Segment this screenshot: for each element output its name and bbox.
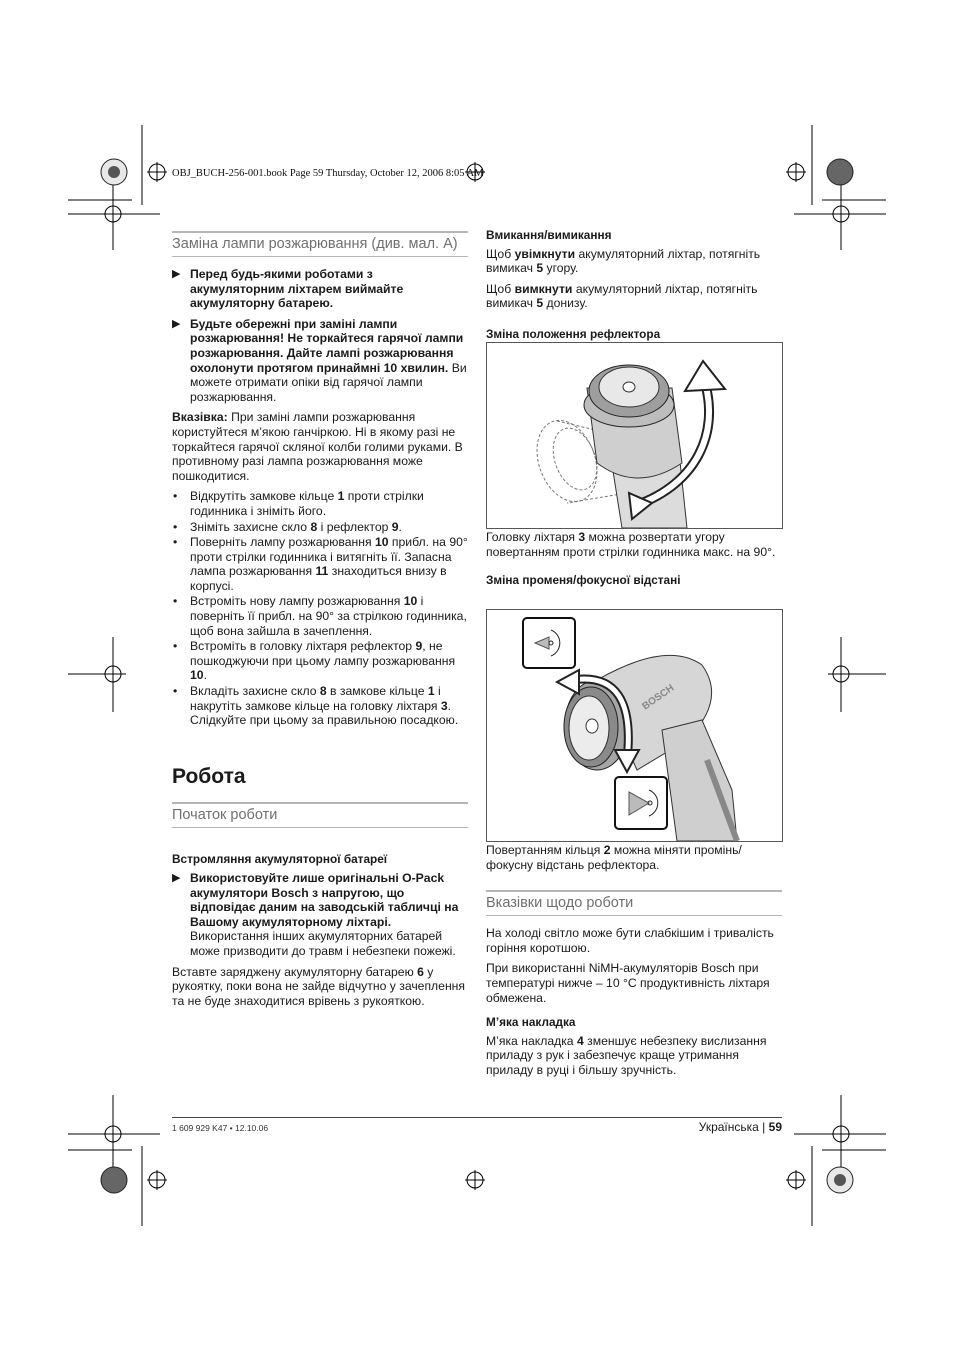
- list-item: [172, 520, 468, 535]
- text: донизу.: [543, 296, 588, 311]
- text: знаходиться внизу в корпусі.: [190, 564, 447, 593]
- arrow-right-icon: ▶: [172, 268, 181, 280]
- section-title-start: Початок роботи: [172, 802, 468, 828]
- print-header: OBJ_BUCH-256-001.book Page 59 Thursday, October 12, 2006 8:05 AM: [172, 168, 484, 179]
- note-label: Вказівка:: [172, 410, 228, 425]
- text: проти стрілки годинника і зніміть його.: [190, 489, 424, 518]
- subheading-battery: Встромляння акумуляторної батареї: [172, 852, 388, 867]
- text: прибл. на 90° проти стрілки годинника і витягніть її. Запасна лампа розжарювання: [190, 535, 468, 579]
- part-number: 3: [440, 698, 448, 713]
- text: акумуляторний ліхтар, потягніть вимикач: [486, 246, 761, 276]
- part-number: 1: [427, 684, 435, 699]
- figure-head-rotation: [486, 342, 783, 529]
- text: і поверніть її прибл. на 90° за стрілкою годинника, щоб вона зайшла в зачеплення.: [190, 594, 467, 638]
- note-text: При заміні лампи розжарювання користуйтеся м’якою ганчіркою. Ні в якому разі не торкайтеся гарячої скляної колби голими руками. В противному разі лампа розжарювання може пошкодитися.: [172, 410, 463, 483]
- left-column: [172, 231, 468, 1014]
- text: .: [203, 668, 207, 683]
- cold-paragraph: На холоді світло може бути слабкішим і тривалість горіння коротшою.: [486, 926, 774, 955]
- language-label: Українська: [698, 1120, 759, 1134]
- list-item: [172, 489, 468, 518]
- text-bold: увімкнути: [514, 246, 576, 261]
- part-number: 8: [319, 684, 327, 699]
- part-number: 9: [391, 519, 399, 534]
- part-number: 9: [415, 639, 423, 654]
- text: Вкладіть захисне скло: [190, 684, 320, 699]
- warning-item: [172, 267, 468, 311]
- text: і рефлектор: [317, 519, 392, 534]
- text: М’яка накладка: [486, 1033, 577, 1048]
- heading-robota: Робота: [172, 764, 246, 788]
- text: . Слідкуйте при цьому за правильною посадкою.: [190, 698, 459, 728]
- note-paragraph: [172, 410, 468, 483]
- text: можна розвертати угору повертанням проти стрілки годинника макс. на 90°.: [486, 530, 776, 559]
- part-number: 10: [374, 535, 389, 550]
- part-number: 11: [315, 564, 329, 579]
- part-number: 4: [576, 1033, 584, 1048]
- on-paragraph: [486, 247, 782, 276]
- section-title-operation-tips: Вказівки щодо роботи: [486, 890, 782, 916]
- text: у рукоятку, поки вона не зайде відчутно у зачеплення та не буде знаходитися врівень з рукояткою.: [172, 964, 466, 1008]
- subheading-reflector: Зміна положення рефлектора: [486, 326, 661, 341]
- insert-paragraph: [172, 965, 468, 1009]
- warning-item: [172, 871, 468, 959]
- subheading-soft-grip: М’яка накладка: [486, 1015, 576, 1030]
- text: Повертанням кільця: [486, 843, 604, 857]
- subheading-beam: Зміна променя/фокусної відстані: [486, 573, 681, 588]
- text: Вставте заряджену акумуляторну батарею: [172, 964, 418, 979]
- warning-text: Перед будь-якими роботами з акумуляторним ліхтарем виймайте акумуляторну батарею.: [190, 267, 404, 311]
- text: можна міняти промінь/фокусну відстань рефлектора.: [486, 843, 742, 872]
- warning-text-bold: Використовуйте лише оригінальні O-Pack акумулятори Bosch з напругою, що відповідає даним на заводській табличці на Вашому акумуляторному ліхтарі.: [190, 871, 459, 929]
- part-number: 5: [536, 261, 544, 276]
- page-number: 59: [768, 1120, 782, 1134]
- part-number: 10: [190, 668, 204, 683]
- caption-text: [486, 843, 782, 872]
- footer-rule: [172, 1117, 782, 1118]
- text: Щоб: [486, 281, 515, 296]
- brand-label: BOSCH: [640, 682, 677, 713]
- text: .: [398, 519, 402, 534]
- warning-text: Використання інших акумуляторних батарей може призводити до травм і небезпеки пожежі.: [190, 929, 456, 958]
- text: Щоб: [486, 246, 515, 261]
- caption-text: [486, 530, 782, 559]
- section-title-lamp-replace: Заміна лампи розжарювання (див. мал. A): [172, 231, 468, 257]
- arrow-right-icon: ▶: [172, 872, 181, 884]
- separator: |: [758, 1120, 769, 1134]
- flashlight-head-illustration: [487, 343, 782, 528]
- text: , не пошкоджуючи при цьому лампу розжарювання: [190, 639, 456, 668]
- off-paragraph: [486, 282, 782, 311]
- right-column: [486, 228, 782, 346]
- text: Відкрутіть замкове кільце: [190, 489, 338, 504]
- list-item: [172, 684, 468, 728]
- warning-item: [172, 317, 468, 405]
- page-footer: [699, 1120, 782, 1134]
- text: Зніміть захисне скло: [190, 519, 311, 534]
- part-number: 6: [417, 964, 424, 979]
- soft-grip-paragraph: [486, 1034, 782, 1078]
- figure-beam-focus: [486, 609, 783, 842]
- subheading-onoff: Вмикання/вимикання: [486, 228, 612, 242]
- steps-list: [172, 489, 468, 728]
- part-number: 5: [536, 296, 544, 311]
- text: Головку ліхтаря: [486, 530, 579, 544]
- list-item: [172, 639, 468, 683]
- text: Встроміть в головку ліхтаря рефлектор: [190, 639, 416, 654]
- caption-1: [486, 530, 782, 592]
- flashlight-focus-illustration: [487, 610, 782, 841]
- text-bold: вимкнути: [514, 281, 573, 296]
- text: угору.: [543, 261, 579, 276]
- text: Поверніть лампу розжарювання: [190, 535, 375, 550]
- list-item: [172, 594, 468, 638]
- right-lower: [486, 843, 782, 1084]
- warning-text: Ви можете отримати опіки від гарячої лампи розжарювання.: [190, 360, 467, 404]
- nimh-paragraph: При використанні NiMH-акумуляторів Bosch при температурі нижче – 10 °C продуктивність ліхтаря обмежена.: [486, 961, 770, 1005]
- warning-text-bold: Будьте обережні при заміні лампи розжарювання! Не торкайтеся гарячої лампи розжарювання. Дайте лампі розжарювання охолонути протягом принаймні 10 хвилин.: [190, 316, 464, 375]
- part-number: 2: [603, 843, 611, 857]
- text: в замкове кільце: [326, 684, 428, 699]
- text: Встроміть нову лампу розжарювання: [190, 594, 404, 609]
- arrow-right-icon: ▶: [172, 317, 181, 330]
- text: зменшує небезпеку вислизання приладу з рук і забезпечує краще утримання приладу в руці і більшу зручність.: [486, 1033, 767, 1077]
- text: акумуляторний ліхтар, потягніть вимикач: [486, 281, 758, 311]
- part-number: 8: [310, 519, 318, 534]
- part-number: 1: [337, 489, 345, 504]
- text: і накрутіть замкове кільце на головку ліхтаря: [190, 684, 441, 713]
- part-number: 3: [578, 530, 586, 544]
- list-item: [172, 535, 468, 593]
- part-number: 10: [403, 594, 418, 609]
- document-code: 1 609 929 K47 • 12.10.06: [172, 1123, 269, 1133]
